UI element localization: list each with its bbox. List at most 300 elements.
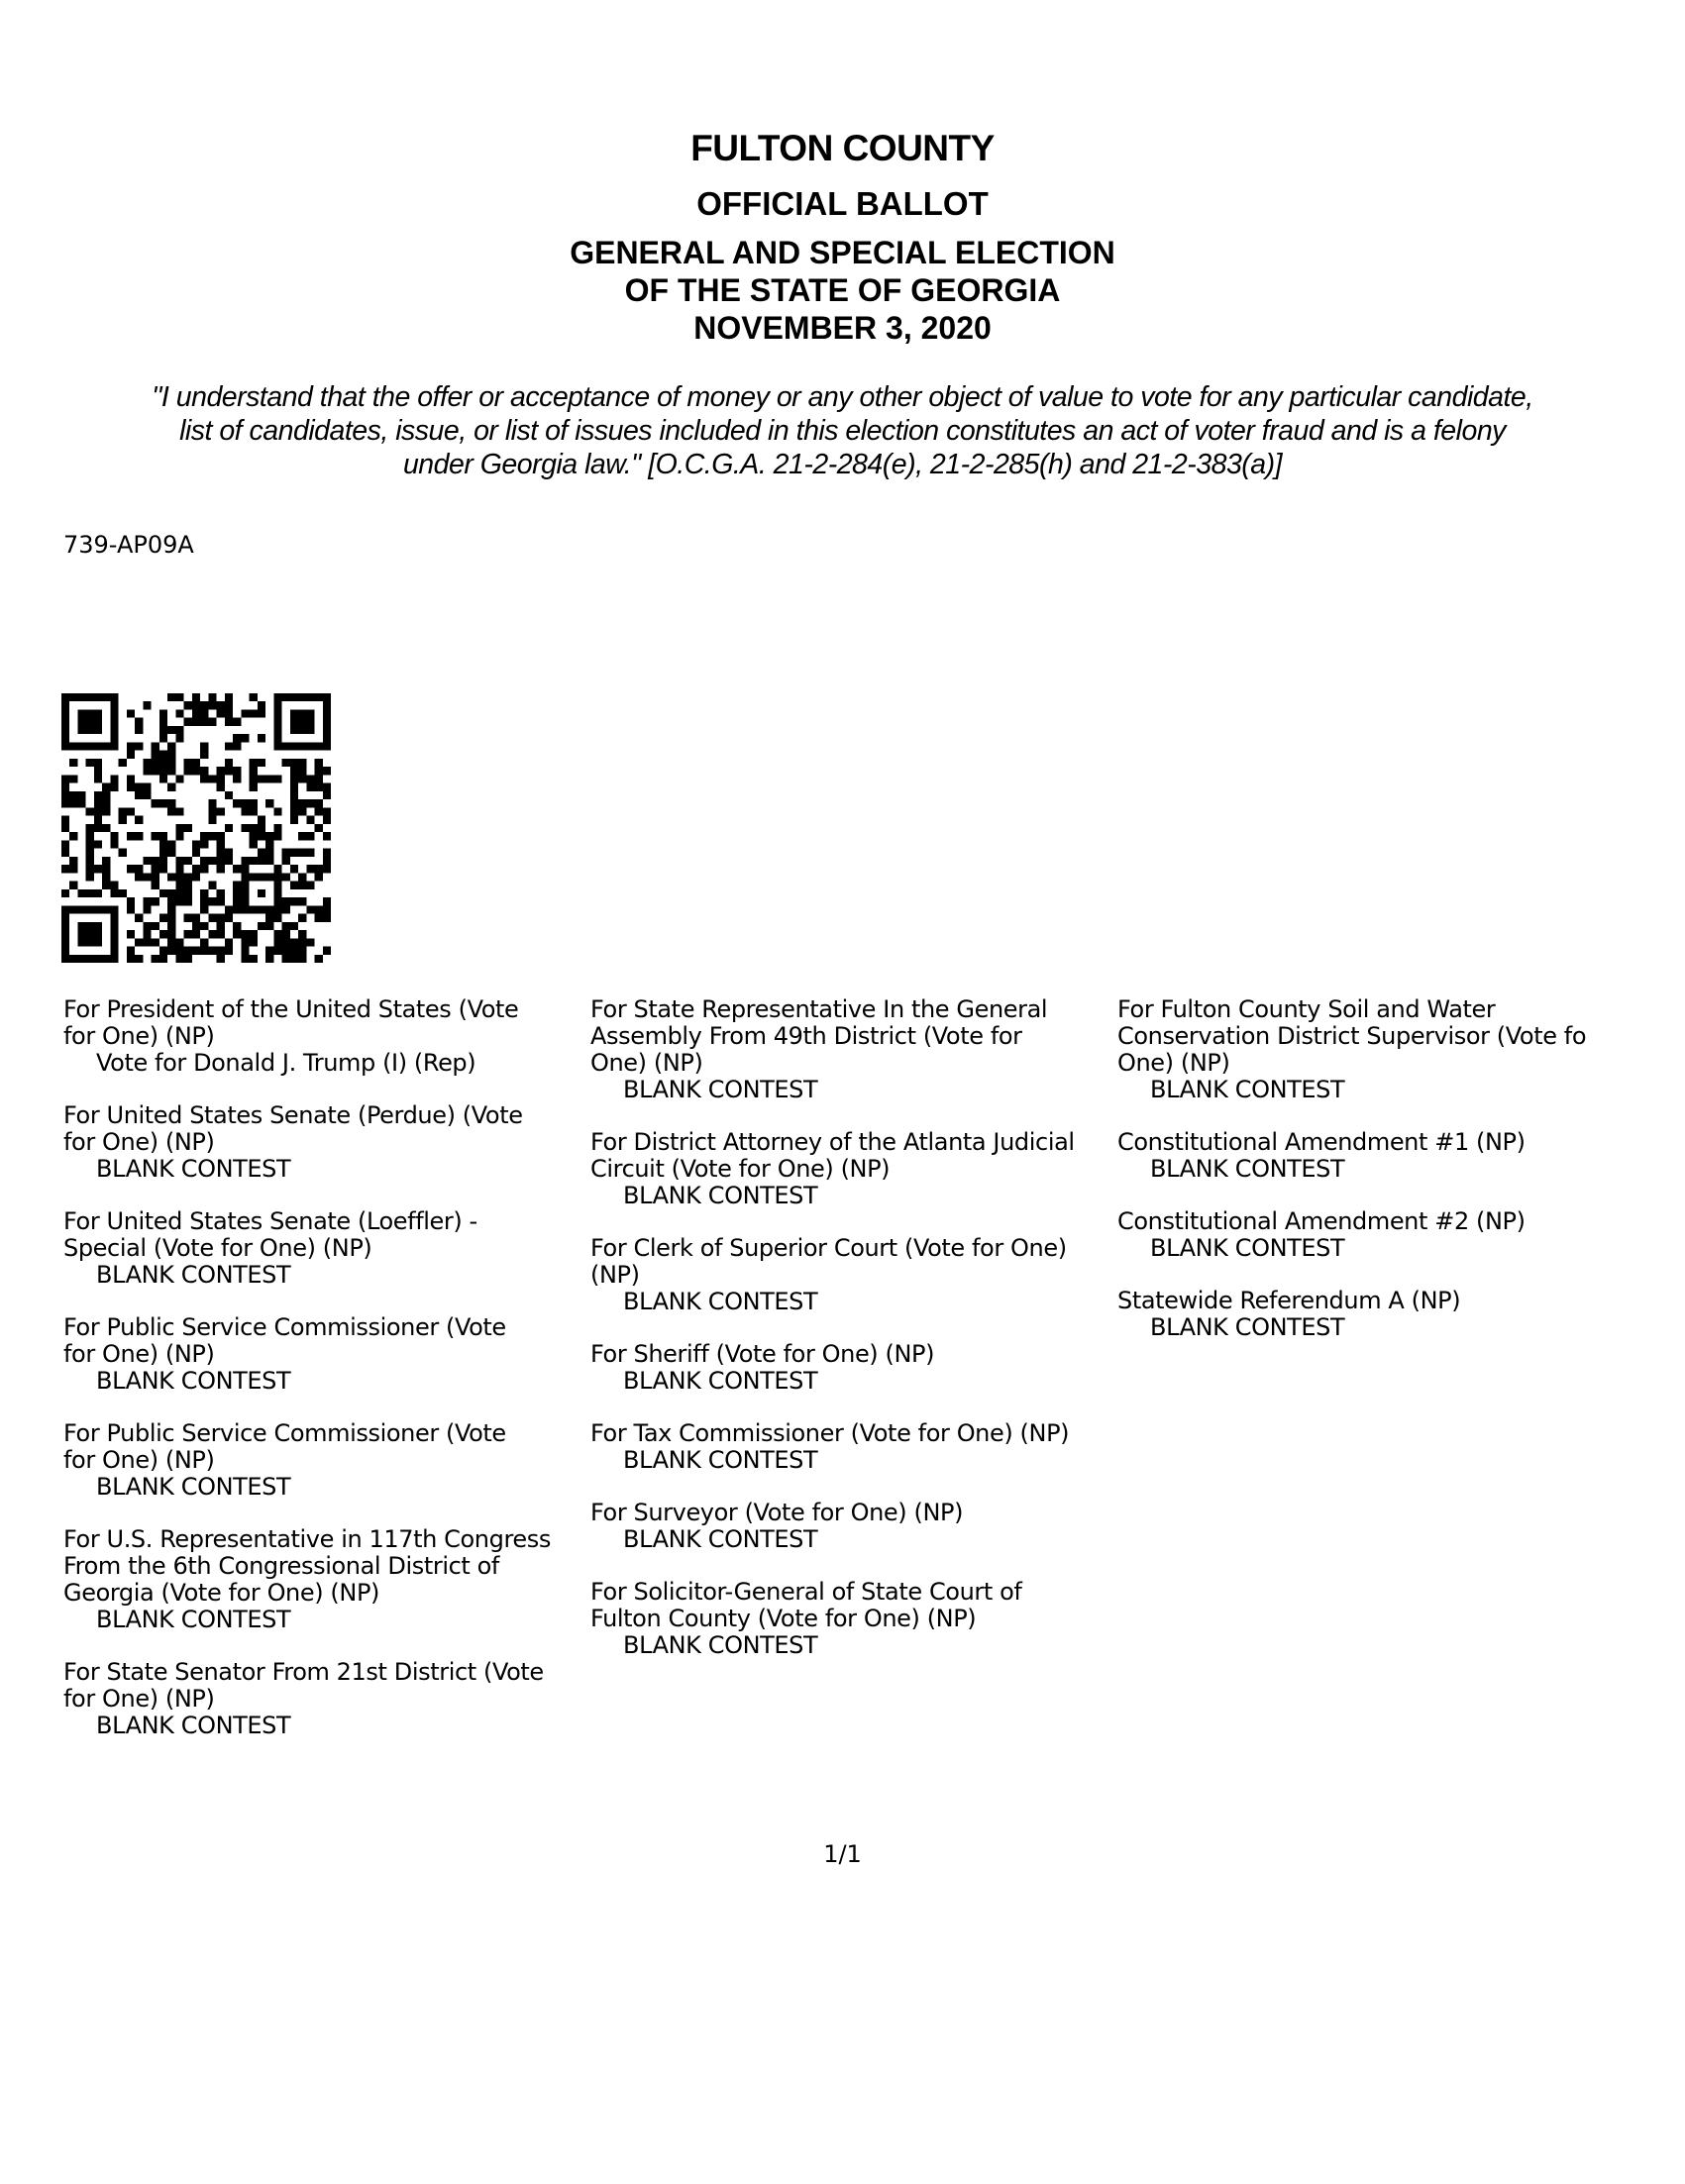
qr-module <box>86 889 94 897</box>
qr-module <box>200 701 208 709</box>
qr-module <box>110 718 118 726</box>
qr-module <box>135 791 143 799</box>
qr-module <box>127 709 135 717</box>
qr-module <box>119 889 127 897</box>
qr-module <box>298 914 306 922</box>
qr-module <box>217 857 225 865</box>
qr-module <box>315 807 323 815</box>
qr-module <box>323 897 331 905</box>
contest-block <box>63 1659 588 1739</box>
qr-module <box>298 775 306 782</box>
qr-module <box>298 897 306 905</box>
qr-module <box>323 807 331 815</box>
qr-module <box>208 775 216 782</box>
qr-module <box>175 693 183 701</box>
qr-module <box>86 718 94 726</box>
qr-module <box>69 865 77 873</box>
qr-module <box>217 922 225 930</box>
qr-module <box>250 783 258 791</box>
qr-module <box>258 873 265 881</box>
qr-module <box>61 938 69 946</box>
qr-module <box>167 889 175 897</box>
qr-module <box>265 905 273 913</box>
qr-module <box>306 849 314 857</box>
qr-module <box>273 873 281 881</box>
qr-module <box>167 947 175 955</box>
qr-module <box>250 759 258 767</box>
oath-line-3: under Georgia law." [O.C.G.A. 21-2-284(e), 21-2-285(h) and 21-2-383(a)] <box>402 449 1283 480</box>
qr-module <box>217 889 225 897</box>
qr-module <box>273 824 281 832</box>
qr-module <box>159 857 167 865</box>
qr-module <box>298 849 306 857</box>
qr-module <box>290 816 298 824</box>
qr-module <box>69 799 77 807</box>
qr-module <box>282 873 290 881</box>
qr-module <box>94 889 102 897</box>
qr-module <box>61 849 69 857</box>
qr-module <box>306 709 314 717</box>
qr-module <box>175 709 183 717</box>
qr-module <box>61 799 69 807</box>
qr-module <box>290 693 298 701</box>
contest-block <box>1117 996 1672 1103</box>
qr-module <box>200 947 208 955</box>
qr-module <box>258 857 265 865</box>
qr-module <box>298 873 306 881</box>
qr-module <box>241 905 249 913</box>
qr-module <box>225 701 233 709</box>
qr-module <box>282 905 290 913</box>
qr-module <box>94 955 102 963</box>
qr-module <box>61 791 69 799</box>
qr-module <box>135 742 143 750</box>
qr-module <box>265 914 273 922</box>
qr-module <box>323 693 331 701</box>
contest-title-line: One) (NP) <box>1117 1049 1230 1077</box>
contest-title-line: Statewide Referendum A (NP) <box>1117 1287 1461 1314</box>
qr-module <box>61 742 69 750</box>
qr-module <box>184 914 192 922</box>
qr-module <box>225 709 233 717</box>
contest-title-line: For Sheriff (Vote for One) (NP) <box>590 1340 935 1368</box>
qr-module <box>102 791 110 799</box>
qr-module <box>152 742 159 750</box>
qr-module <box>69 742 77 750</box>
qr-module <box>143 897 151 905</box>
qr-module <box>200 709 208 717</box>
contest-title-line: For Clerk of Superior Court (Vote for One) <box>590 1234 1067 1262</box>
qr-module <box>282 849 290 857</box>
qr-module <box>208 701 216 709</box>
qr-module <box>143 759 151 767</box>
qr-module <box>77 742 85 750</box>
qr-module <box>258 922 265 930</box>
contest-column-2 <box>590 996 1115 1685</box>
qr-module <box>167 905 175 913</box>
qr-module <box>315 783 323 791</box>
qr-module <box>143 922 151 930</box>
contest-title-line: Fulton County (Vote for One) (NP) <box>590 1605 977 1632</box>
qr-module <box>315 824 323 832</box>
contest-block <box>590 1500 1115 1553</box>
qr-module <box>61 889 69 897</box>
qr-module <box>315 873 323 881</box>
election-title <box>0 234 1685 347</box>
qr-module <box>290 955 298 963</box>
qr-module <box>306 816 314 824</box>
qr-module <box>143 930 151 938</box>
contest-column-1 <box>63 996 588 1765</box>
qr-module <box>225 767 233 775</box>
qr-module <box>110 947 118 955</box>
qr-module <box>152 832 159 840</box>
qr-module <box>273 718 281 726</box>
qr-module <box>152 751 159 759</box>
qr-module <box>175 807 183 815</box>
qr-module <box>192 759 200 767</box>
qr-module <box>208 807 216 815</box>
qr-module <box>233 742 241 750</box>
contest-selection: BLANK CONTEST <box>623 1631 818 1659</box>
qr-module <box>94 791 102 799</box>
qr-module <box>290 718 298 726</box>
qr-module <box>273 807 281 815</box>
qr-module <box>77 930 85 938</box>
qr-module <box>94 799 102 807</box>
qr-module <box>200 775 208 782</box>
oath-line-1: "I understand that the offer or acceptance of money or any other object of value to vote for any particular candidate, <box>152 381 1533 413</box>
qr-module <box>86 922 94 930</box>
contest-title-line: For Surveyor (Vote for One) (NP) <box>590 1499 964 1526</box>
qr-module <box>77 709 85 717</box>
qr-module <box>200 767 208 775</box>
qr-module <box>159 799 167 807</box>
qr-module <box>273 930 281 938</box>
qr-module <box>184 947 192 955</box>
qr-module <box>290 742 298 750</box>
qr-module <box>192 693 200 701</box>
qr-module <box>61 701 69 709</box>
qr-module <box>192 849 200 857</box>
qr-module <box>241 955 249 963</box>
qr-module <box>143 791 151 799</box>
qr-module <box>152 955 159 963</box>
contest-block <box>590 1341 1115 1395</box>
qr-module <box>94 742 102 750</box>
qr-module <box>290 799 298 807</box>
qr-module <box>250 840 258 848</box>
qr-module <box>241 709 249 717</box>
qr-module <box>217 709 225 717</box>
qr-module <box>127 865 135 873</box>
qr-module <box>217 840 225 848</box>
qr-module <box>298 832 306 840</box>
qr-module <box>290 922 298 930</box>
qr-module <box>290 849 298 857</box>
contest-selection: BLANK CONTEST <box>623 1288 818 1315</box>
qr-module <box>298 955 306 963</box>
ballot-header <box>0 127 1685 347</box>
qr-module <box>265 857 273 865</box>
qr-module <box>143 701 151 709</box>
contest-title-line: For Solicitor-General of State Court of <box>590 1578 1022 1606</box>
qr-module <box>159 718 167 726</box>
qr-module <box>217 897 225 905</box>
qr-module <box>135 832 143 840</box>
qr-module <box>273 865 281 873</box>
qr-module <box>86 955 94 963</box>
qr-module <box>127 807 135 815</box>
contest-selection: Vote for Donald J. Trump (I) (Rep) <box>96 1049 476 1077</box>
qr-module <box>110 701 118 709</box>
qr-module <box>282 742 290 750</box>
qr-module <box>241 799 249 807</box>
contest-title-line: For U.S. Representative in 117th Congress <box>63 1525 551 1553</box>
qr-module <box>265 922 273 930</box>
qr-module <box>167 751 175 759</box>
contest-selection: BLANK CONTEST <box>623 1182 818 1209</box>
contest-selection: BLANK CONTEST <box>1150 1313 1345 1341</box>
qr-module <box>225 905 233 913</box>
contest-title-line: for One) (NP) <box>63 1128 215 1156</box>
qr-module <box>94 693 102 701</box>
contest-selection: BLANK CONTEST <box>96 1712 291 1739</box>
qr-module <box>102 865 110 873</box>
qr-module <box>290 783 298 791</box>
qr-module <box>306 865 314 873</box>
qr-module <box>86 905 94 913</box>
contest-selection: BLANK CONTEST <box>623 1525 818 1553</box>
qr-module <box>77 938 85 946</box>
qr-module <box>86 849 94 857</box>
qr-module <box>184 882 192 889</box>
qr-module <box>298 938 306 946</box>
qr-module <box>61 734 69 742</box>
qr-module <box>167 807 175 815</box>
contest-title-line: For Public Service Commissioner (Vote <box>63 1419 506 1447</box>
qr-module <box>102 742 110 750</box>
qr-module <box>273 775 281 782</box>
contest-block <box>590 1129 1115 1209</box>
qr-module <box>250 938 258 946</box>
qr-module <box>217 914 225 922</box>
qr-module <box>250 955 258 963</box>
qr-module <box>175 824 183 832</box>
qr-module <box>258 759 265 767</box>
contest-block <box>1117 1129 1672 1183</box>
qr-module <box>77 955 85 963</box>
qr-module <box>250 905 258 913</box>
qr-module <box>233 767 241 775</box>
qr-module <box>323 857 331 865</box>
qr-module <box>241 882 249 889</box>
qr-module <box>233 922 241 930</box>
qr-module <box>258 709 265 717</box>
qr-module <box>94 922 102 930</box>
qr-module <box>159 759 167 767</box>
qr-module <box>184 767 192 775</box>
qr-module <box>86 865 94 873</box>
qr-module <box>77 799 85 807</box>
qr-module <box>61 693 69 701</box>
qr-module <box>250 857 258 865</box>
qr-module <box>86 840 94 848</box>
qr-module <box>323 832 331 840</box>
qr-module <box>273 734 281 742</box>
qr-module <box>61 824 69 832</box>
qr-module <box>135 914 143 922</box>
qr-module <box>258 816 265 824</box>
qr-module <box>69 791 77 799</box>
qr-module <box>200 922 208 930</box>
qr-module <box>192 914 200 922</box>
qr-module <box>159 726 167 734</box>
qr-module <box>152 857 159 865</box>
qr-module <box>110 832 118 840</box>
qr-module <box>273 726 281 734</box>
contest-title-line: Assembly From 49th District (Vote for <box>590 1022 1022 1050</box>
contest-selection: BLANK CONTEST <box>1150 1155 1345 1183</box>
qr-code <box>61 693 331 963</box>
qr-module <box>217 701 225 709</box>
qr-module <box>135 783 143 791</box>
contest-title-line: (NP) <box>590 1261 640 1289</box>
page-number: 1/1 <box>823 1840 862 1868</box>
contest-title-line: For United States Senate (Loeffler) - <box>63 1207 477 1235</box>
qr-module <box>119 759 127 767</box>
contest-block <box>590 1235 1115 1315</box>
qr-module <box>127 955 135 963</box>
qr-module <box>273 914 281 922</box>
qr-module <box>241 873 249 881</box>
qr-module <box>273 701 281 709</box>
qr-module <box>135 873 143 881</box>
qr-module <box>77 718 85 726</box>
qr-module <box>217 930 225 938</box>
qr-module <box>258 905 265 913</box>
qr-module <box>61 718 69 726</box>
qr-module <box>159 865 167 873</box>
qr-module <box>86 930 94 938</box>
qr-module <box>94 865 102 873</box>
qr-module <box>200 742 208 750</box>
qr-module <box>323 947 331 955</box>
qr-module <box>273 693 281 701</box>
qr-module <box>208 930 216 938</box>
qr-module <box>167 873 175 881</box>
qr-module <box>159 955 167 963</box>
qr-module <box>200 889 208 897</box>
qr-module <box>323 914 331 922</box>
qr-module <box>86 824 94 832</box>
qr-module <box>323 701 331 709</box>
contest-selection: BLANK CONTEST <box>1150 1076 1345 1103</box>
contest-block <box>63 1208 588 1289</box>
qr-module <box>61 816 69 824</box>
qr-module <box>110 914 118 922</box>
qr-module <box>152 759 159 767</box>
qr-module <box>94 775 102 782</box>
qr-module <box>94 718 102 726</box>
qr-module <box>86 832 94 840</box>
qr-module <box>258 701 265 709</box>
qr-module <box>265 947 273 955</box>
election-title-line-1: GENERAL AND SPECIAL ELECTION <box>570 235 1115 270</box>
qr-module <box>258 734 265 742</box>
qr-module <box>167 930 175 938</box>
qr-module <box>208 897 216 905</box>
qr-module <box>323 726 331 734</box>
qr-module <box>152 897 159 905</box>
contest-block <box>1117 1288 1672 1341</box>
qr-module <box>159 930 167 938</box>
qr-module <box>143 905 151 913</box>
qr-module <box>86 709 94 717</box>
qr-module <box>102 873 110 881</box>
qr-module <box>127 742 135 750</box>
qr-module <box>102 693 110 701</box>
qr-module <box>233 799 241 807</box>
qr-module <box>184 759 192 767</box>
qr-module <box>273 938 281 946</box>
qr-module <box>241 807 249 815</box>
qr-module <box>250 873 258 881</box>
qr-module <box>61 947 69 955</box>
qr-module <box>306 832 314 840</box>
qr-module <box>110 938 118 946</box>
contest-selection: BLANK CONTEST <box>96 1155 291 1183</box>
contest-block <box>63 996 588 1077</box>
qr-module <box>184 955 192 963</box>
qr-module <box>200 751 208 759</box>
qr-module <box>152 938 159 946</box>
contest-title-line: For Public Service Commissioner (Vote <box>63 1313 506 1341</box>
qr-module <box>217 767 225 775</box>
qr-module <box>208 718 216 726</box>
qr-module <box>225 718 233 726</box>
qr-module <box>110 889 118 897</box>
qr-module <box>315 693 323 701</box>
qr-module <box>241 824 249 832</box>
qr-module <box>143 783 151 791</box>
qr-module <box>306 799 314 807</box>
qr-module <box>217 783 225 791</box>
contest-title-line: Constitutional Amendment #1 (NP) <box>1117 1128 1526 1156</box>
qr-module <box>282 955 290 963</box>
contest-block <box>63 1420 588 1501</box>
contest-title-line: For Fulton County Soil and Water <box>1117 995 1496 1023</box>
qr-module <box>167 783 175 791</box>
contest-title-line: For District Attorney of the Atlanta Judicial <box>590 1128 1075 1156</box>
qr-module <box>69 857 77 865</box>
qr-module <box>290 947 298 955</box>
oath-line-2: list of candidates, issue, or list of issues included in this election constitutes an act of voter fraud and is a felony <box>179 415 1506 447</box>
qr-module <box>102 857 110 865</box>
qr-module <box>110 922 118 930</box>
qr-module <box>110 726 118 734</box>
qr-module <box>323 767 331 775</box>
qr-module <box>282 857 290 865</box>
qr-module <box>61 930 69 938</box>
qr-module <box>167 759 175 767</box>
qr-module <box>192 701 200 709</box>
qr-module <box>258 889 265 897</box>
contest-title-line: For United States Senate (Perdue) (Vote <box>63 1101 523 1129</box>
qr-module <box>159 914 167 922</box>
qr-module <box>159 751 167 759</box>
contest-block <box>590 1420 1115 1474</box>
